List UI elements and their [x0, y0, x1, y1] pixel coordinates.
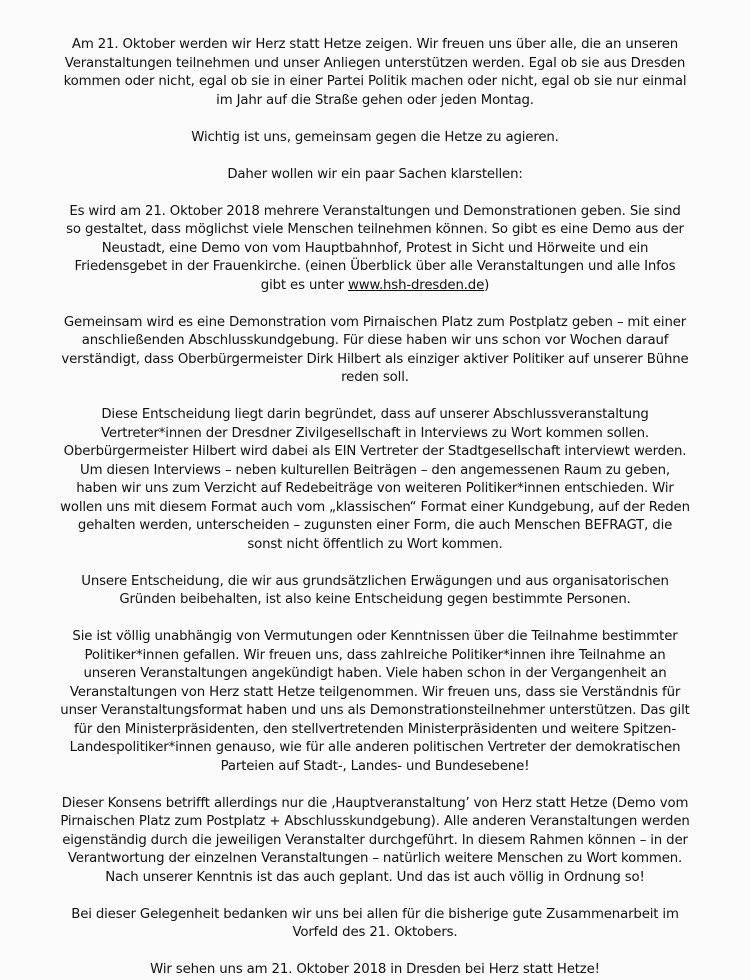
- paragraph-politicians: Sie ist völlig unabhängig von Vermutungen oder Kenntnissen über die Teilnahme bestimmter Politiker*innen gefallen. Wir freuen uns, dass zahlreiche Politiker*innen ihre Teilnahme an unseren Veranstaltungen angekündigt haben. Viele haben schon in der Vergangenheit an Veranstaltungen von Herz statt Hetze teilgenommen. Wir freuen uns, dass sie Verständnis für unser Veranstaltungsformat haben und uns als Demonstrationsteilnehmer unterstützen. Das gilt für den Ministerpräsidenten, den stellvertretenden Ministerpräsidenten und weitere Spitzen-Landespolitiker*innen genauso, wie für alle anderen politischen Vertreter der demokratischen Parteien auf Stadt-, Landes- und Bundesebene!: [60, 629, 690, 774]
- paragraph-decision-not-personal: Unsere Entscheidung, die wir aus grundsätzlichen Erwägungen und aus organisatorischen Gründen beibehalten, ist also keine Entscheidung gegen bestimmte Personen.: [81, 573, 669, 607]
- events-text: Es wird am 21. Oktober 2018 mehrere Veranstaltungen und Demonstrationen geben. Sie sind so gestaltet, dass möglichst viele Menschen teilnehmen können. So gibt es eine Demo aus der Neustadt, eine Demo von vom Hauptbahnhof, Protest in Sicht und Hörweite und ein Friedensgebet in der Frauenkirche. (einen Überblick über alle Veranstaltungen und alle Infos gibt es unter: [66, 203, 684, 293]
- paragraph-demonstration: Gemeinsam wird es eine Demonstration vom Pirnaischen Platz zum Postplatz geben – mit einer anschließenden Abschlusskundgebung. Für diese haben wir uns schon vor Wochen darauf verständigt, dass Oberbürgermeister Dirk Hilbert als einziger aktiver Politiker auf unserer Bühne reden soll.: [61, 314, 689, 385]
- paragraph-events: [60, 203, 690, 296]
- paragraph-consensus: Dieser Konsens betrifft allerdings nur die ‚Hauptveranstaltung’ von Herz statt Hetze (Demo vom Pirnaischen Platz zum Postplatz + Abschlusskundgebung). Alle anderen Veranstaltungen werden eigenständig durch die jeweiligen Veranstalter durchgeführt. In diesem Rahmen können – in der Verantwortung der einzelnen Veranstaltungen – natürlich weitere Menschen zu Wort kommen. Nach unserer Kenntnis ist das auch geplant. Und das ist auch völlig in Ordnung so!: [60, 795, 690, 885]
- events-text-end: ): [484, 277, 490, 293]
- hsh-dresden-link[interactable]: www.hsh-dresden.de: [348, 277, 485, 293]
- paragraph-decision-reason: Diese Entscheidung liegt darin begründet, dass auf unserer Abschlussveranstaltung Vertreter*innen der Dresdner Zivilgesellschaft in Interviews zu Wort kommen sollen. Oberbürgermeister Hilbert wird dabei als EIN Vertreter der Stadtgesellschaft interviewt werden. Um diesen Interviews – neben kulturellen Beiträgen – den angemessenen Raum zu geben, haben wir uns zum Verzicht auf Redebeiträge von weiteren Politiker*innen entschieden. Wir wollen uns mit diesem Format auch vom „klassischen“ Format einer Kundgebung, auf der Reden gehalten werden, unterscheiden – zugunsten einer Form, die auch Menschen BEFRAGT, die sonst nicht öffentlich zu Wort kommen.: [60, 407, 690, 552]
- paragraph-closing: Wir sehen uns am 21. Oktober 2018 in Dresden bei Herz statt Hetze!: [150, 962, 600, 977]
- paragraph-important: Wichtig ist uns, gemeinsam gegen die Hetze zu agieren.: [191, 129, 559, 145]
- paragraph-thanks: Bei dieser Gelegenheit bedanken wir uns bei allen für die bisherige gute Zusammenarbeit im Vorfeld des 21. Oktobers.: [71, 906, 679, 940]
- paragraph-intro: Am 21. Oktober werden wir Herz statt Hetze zeigen. Wir freuen uns über alle, die an unseren Veranstaltungen teilnehmen und unser Anliegen unterstützen werden. Egal ob sie aus Dresden kommen oder nicht, egal ob sie in einer Partei Politik machen oder nicht, egal ob sie nur einmal im Jahr auf die Straße gehen oder jeden Montag.: [63, 37, 687, 108]
- paragraph-clarify: Daher wollen wir ein paar Sachen klarstellen:: [227, 166, 523, 182]
